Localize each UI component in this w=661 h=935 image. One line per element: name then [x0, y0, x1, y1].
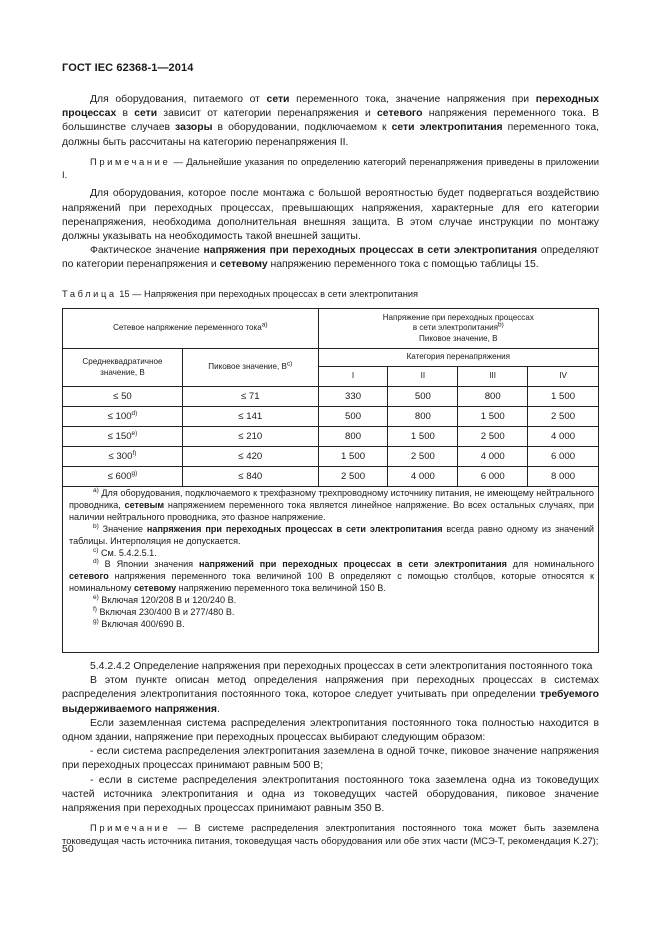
mains-voltage-header: Сетевое напряжение переменного тока$^{a)}$ — [63, 309, 319, 349]
page-number: 50 — [62, 843, 74, 855]
section-note: Примечание — В системе распределения электропитания постоянного тока может быть заземлена токоведущая часть источника питания, токоведущая часть оборудования или обе этих части (МСЭ-Т, рекомендация K.27); — [62, 822, 599, 847]
table-row — [63, 467, 599, 487]
value-cell: 4 000 — [388, 467, 458, 487]
peak-cell: ≤ 71 — [182, 387, 318, 407]
footnote-c: $^{c)}$ См. 5.4.2.5.1. — [93, 546, 157, 558]
peak-header: Пиковое значение, $В^{c)}$ — [182, 349, 318, 387]
table-header-row-2 — [63, 349, 599, 367]
intro-paragraph-1: Для оборудования, питаемого от сети переменного тока, значение напряжения при переходных процессах в сети зависит от категории перенапряжения и сетевого напряжения переменного тока. В большинстве случаев зазоры в оборудовании, подключаемом к сети электропитания переменного тока, должны быть рассчитаны на категорию перенапряжения II. — [62, 94, 600, 148]
rms-cell: ≤ $100^{d)}$ — [63, 407, 183, 427]
category-iii: III — [458, 367, 528, 387]
section-5-4-2-4-2 — [62, 660, 599, 848]
value-cell: 6 000 — [528, 447, 599, 467]
list-item: - если система распределения электропитания заземлена в одной точке, пиковое значение напряжения при переходных процессах принимают равным 500 В; — [62, 746, 599, 772]
footnote-d: $^{d)}$ В Японии значения напряжений при переходных процессах в сети электропитания для номинального сетевого напряжения переменного тока величиной 100 В определяют с помощью столбцов, которые относятся к номинальному сетевому напряжению переменного тока величиной 150 В. — [69, 558, 595, 594]
footnote-b: $^{b)}$ Значение напряжения при переходных процессах в сети электропитания всегда равно одному из значений таблицы. Интерполяция не допускается. — [69, 522, 594, 546]
intro-paragraph-2: Для оборудования, которое после монтажа с большой вероятностью будет подвергаться воздействию напряжений при переходных процессах, превышающих напряжения, характерные для его категории перенапряжения, необходима дополнительная внешняя защита. В этом случае инструкции по монтажу должны указывать на необходимость такой внешней защиты. — [62, 188, 599, 243]
value-cell: 4 000 — [528, 427, 599, 447]
table-row — [63, 447, 599, 467]
intro-note: Примечание — Дальнейшие указания по определению категорий перенапряжения приведены в приложении I. — [62, 155, 599, 180]
footnote-a: $^{a)}$ Для оборудования, подключаемого к трехфазному трехпроводному источнику питания, не имеющему нейтрального проводника, сетевым напряжением переменного тока является линейное напряжение. Во всех остальных случаях, при наличии нейтрального проводника, это фазное напряжение. — [69, 486, 595, 522]
category-ii: II — [388, 367, 458, 387]
value-cell: 800 — [458, 387, 528, 407]
table-row — [63, 427, 599, 447]
footnote-f: $^{f)}$ Включая 230/400 В и 277/480 В. — [93, 606, 235, 618]
value-cell: 6 000 — [458, 467, 528, 487]
category-i: I — [318, 367, 388, 387]
table-caption: Таблица 15 — Напряжения при переходных процессах в сети электропитания — [62, 289, 419, 299]
value-cell: 800 — [318, 427, 388, 447]
value-cell: 1 500 — [458, 407, 528, 427]
transient-voltage-table — [62, 308, 599, 487]
value-cell: 2 500 — [458, 427, 528, 447]
value-cell: 2 500 — [318, 467, 388, 487]
table-header-row-1 — [63, 309, 599, 349]
intro-section — [62, 93, 599, 273]
peak-cell: ≤ 210 — [182, 427, 318, 447]
section-paragraph-2: Если заземленная система распределения электропитания постоянного тока полностью находится в одном здании, напряжение при переходных процессах выбирают следующим образом: — [62, 717, 599, 744]
list-item: - если в системе распределения электропитания постоянного тока заземлена одна из токоведущих частей источника электропитания и одна из токоведущих частей оборудования, пиковое значение напряжения при переходных процессах принимают равным 350 В. — [62, 774, 599, 815]
footnote-g: $^{g)}$ Включая 400/690 В. — [93, 617, 185, 629]
table-row — [63, 407, 599, 427]
peak-cell: ≤ 840 — [182, 467, 318, 487]
value-cell: 800 — [388, 407, 458, 427]
value-cell: 1 500 — [528, 387, 599, 407]
category-iv: IV — [528, 367, 599, 387]
rms-cell: ≤ $150^{e)}$ — [63, 427, 183, 447]
table-footnotes — [62, 485, 599, 653]
section-paragraph-1: В этом пункте описан метод определения напряжения при переходных процессах в системах распределения электропитания постоянного тока, которое следует учитывать при определении требуемого выдерживаемого напряжения. — [62, 675, 599, 715]
value-cell: 1 500 — [388, 427, 458, 447]
value-cell: 330 — [318, 387, 388, 407]
standard-header: ГОСТ IEC 62368-1—2014 — [62, 62, 194, 74]
value-cell: 2 500 — [388, 447, 458, 467]
table-row — [63, 387, 599, 407]
footnote-e: $^{e)}$ Включая 120/208 В и 120/240 В. — [93, 594, 237, 606]
value-cell: 500 — [388, 387, 458, 407]
intro-paragraph-3: Фактическое значение напряжения при переходных процессах в сети электропитания определяют по категории перенапряжения и сетевому напряжению переменного тока с помощью таблицы 15. — [62, 245, 599, 271]
transient-voltage-header: Напряжение при переходных процессах в сети электропитания$^{b)}$ Пиковое значение, В — [318, 309, 598, 349]
value-cell: 4 000 — [458, 447, 528, 467]
category-header: Категория перенапряжения — [318, 349, 598, 367]
rms-cell: ≤ $300^{f)}$ — [63, 447, 183, 467]
value-cell: 8 000 — [528, 467, 599, 487]
rms-cell: ≤ $600^{g)}$ — [63, 467, 183, 487]
value-cell: 2 500 — [528, 407, 599, 427]
rms-cell: ≤ 50 — [63, 387, 183, 407]
rms-header: Среднеквадратичное значение, В — [63, 349, 183, 387]
value-cell: 500 — [318, 407, 388, 427]
peak-cell: ≤ 420 — [182, 447, 318, 467]
value-cell: 1 500 — [318, 447, 388, 467]
peak-cell: ≤ 141 — [182, 407, 318, 427]
section-heading: 5.4.2.4.2 Определение напряжения при переходных процессах в сети электропитания постоянного тока — [90, 661, 593, 672]
